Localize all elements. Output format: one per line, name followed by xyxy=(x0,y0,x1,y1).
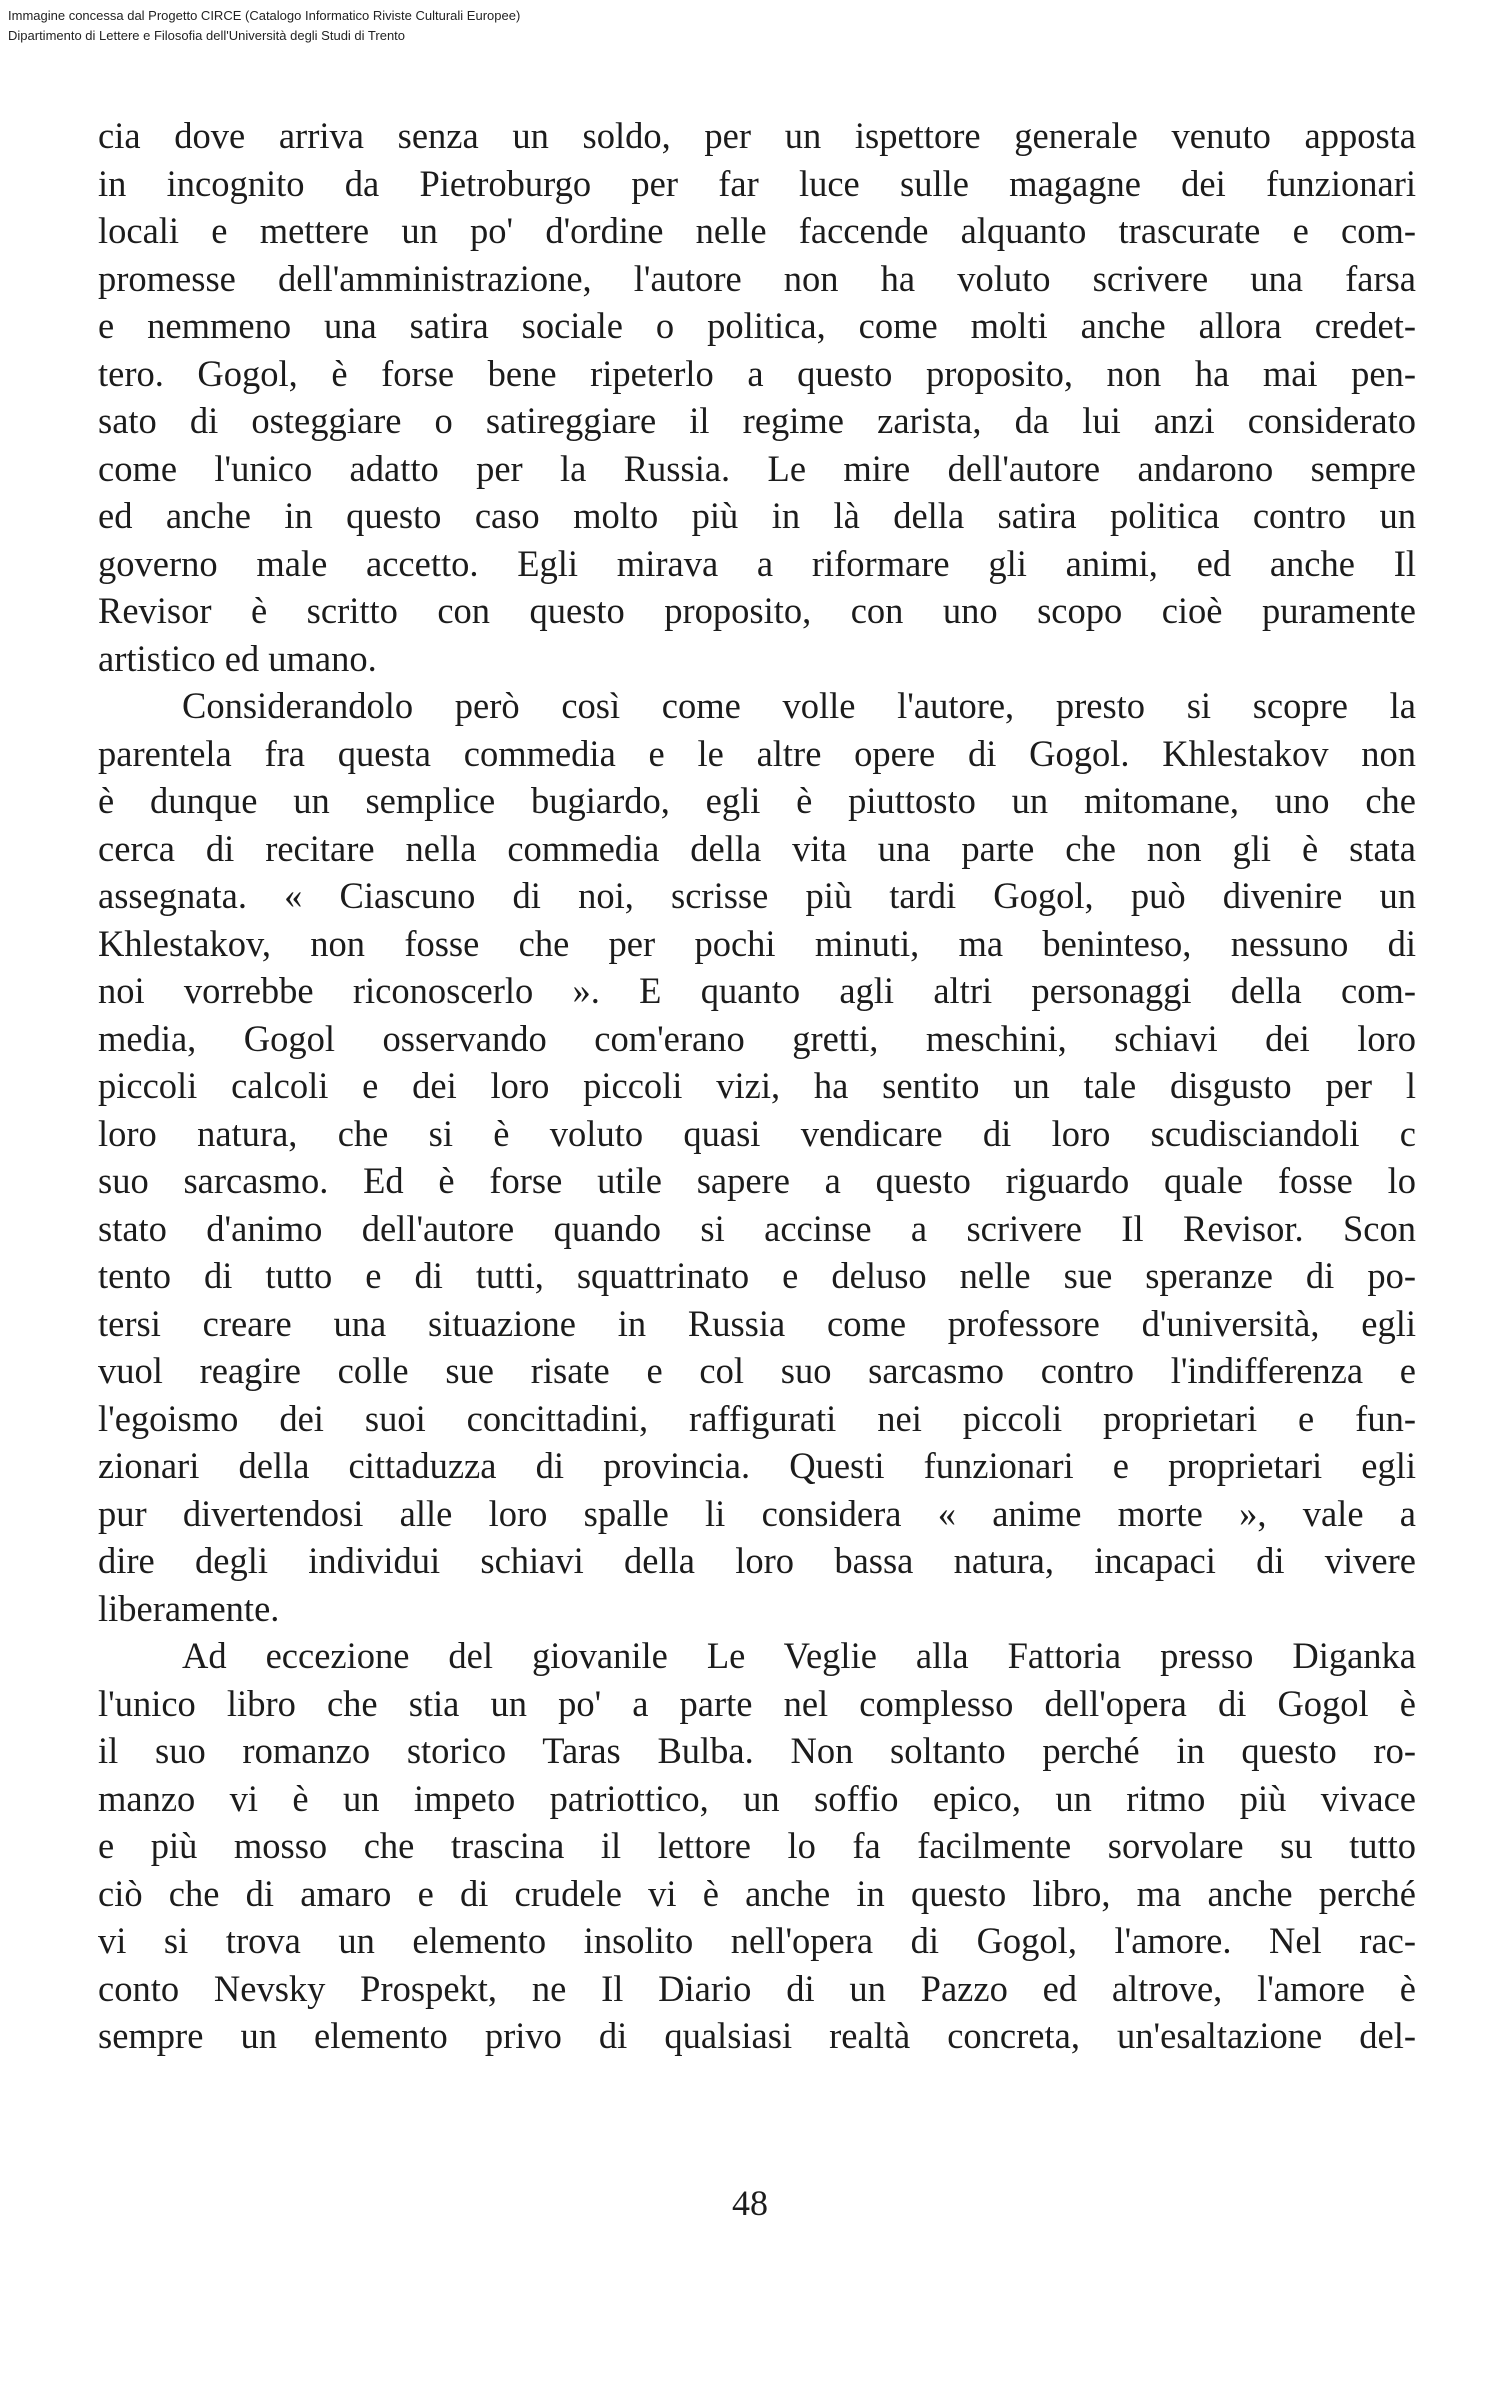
text-line: media, Gogol osservando com'erano gretti, meschini, schiavi dei loro xyxy=(98,1017,1416,1059)
text-line: il suo romanzo storico Taras Bulba. Non soltanto perché in questo ro- xyxy=(98,1730,1416,1771)
paragraph-start-line: Considerandolo però così come volle l'autore, presto si scopre la xyxy=(182,685,1416,726)
text-line: locali e mettere un po' d'ordine nelle faccende alquanto trascurate e com- xyxy=(98,210,1416,251)
text-line: è dunque un semplice bugiardo, egli è piuttosto un mitomane, uno che xyxy=(98,780,1416,821)
credit-line-2: Dipartimento di Lettere e Filosofia dell'Università degli Studi di Trento xyxy=(8,28,406,43)
text-line: Revisor è scritto con questo proposito, con uno scopo cioè puramente xyxy=(98,590,1416,631)
page-body-text xyxy=(98,112,1416,2060)
paragraph-start-line: Ad eccezione del giovanile Le Veglie alla Fattoria presso Diganka xyxy=(182,1635,1416,1676)
text-line: parentela fra questa commedia e le altre opere di Gogol. Khlestakov non xyxy=(98,732,1416,774)
text-line: noi vorrebbe riconoscerlo ». E quanto agli altri personaggi della com- xyxy=(98,970,1416,1011)
text-line: ciò che di amaro e di crudele vi è anche in questo libro, ma anche perché xyxy=(98,1872,1416,1914)
text-line: vuol reagire colle sue risate e col suo sarcasmo contro l'indifferenza e xyxy=(98,1350,1416,1391)
text-line: sato di osteggiare o satireggiare il regime zarista, da lui anzi considerato xyxy=(98,400,1416,441)
page-number: 48 xyxy=(732,2183,768,2223)
text-line: assegnata. « Ciascuno di noi, scrisse più tardi Gogol, può divenire un xyxy=(98,875,1416,916)
text-line: e nemmeno una satira sociale o politica, come molti anche allora credet- xyxy=(98,305,1416,346)
text-line: manzo vi è un impeto patriottico, un soffio epico, un ritmo più vivace xyxy=(98,1777,1416,1819)
text-line: sempre un elemento privo di qualsiasi realtà concreta, un'esaltazione del- xyxy=(98,2015,1416,2056)
text-line: suo sarcasmo. Ed è forse utile sapere a questo riguardo quale fosse lo xyxy=(98,1160,1416,1201)
text-line: tero. Gogol, è forse bene ripeterlo a questo proposito, non ha mai pen- xyxy=(98,352,1416,394)
paragraph-end-line: liberamente. xyxy=(98,1587,280,1629)
image-credit xyxy=(8,6,520,46)
text-line: tento di tutto e di tutti, squattrinato e deluso nelle sue speranze di po- xyxy=(98,1255,1416,1296)
text-line: zionari della cittaduzza di provincia. Questi funzionari e proprietari egli xyxy=(98,1445,1416,1486)
text-line: pur divertendosi alle loro spalle li considera « anime morte », vale a xyxy=(98,1492,1416,1534)
text-line: conto Nevsky Prospekt, ne Il Diario di un Pazzo ed altrove, l'amore è xyxy=(98,1967,1416,2009)
credit-line-1: Immagine concessa dal Progetto CIRCE (Catalogo Informatico Riviste Culturali Europee) xyxy=(8,8,521,23)
paragraph-end-line: artistico ed umano. xyxy=(98,637,377,679)
text-line: stato d'animo dell'autore quando si accinse a scrivere Il Revisor. Scon xyxy=(98,1207,1416,1249)
text-line: governo male accetto. Egli mirava a riformare gli animi, ed anche Il xyxy=(98,542,1416,584)
text-line: promesse dell'amministrazione, l'autore non ha voluto scrivere una farsa xyxy=(98,257,1416,299)
text-line: in incognito da Pietroburgo per far luce sulle magagne dei funzionari xyxy=(98,162,1416,204)
text-line: come l'unico adatto per la Russia. Le mire dell'autore andarono sempre xyxy=(98,447,1416,489)
text-line: loro natura, che si è voluto quasi vendicare di loro scudisciandoli c xyxy=(98,1112,1416,1154)
text-line: e più mosso che trascina il lettore lo fa facilmente sorvolare su tutto xyxy=(98,1825,1416,1866)
text-line: tersi creare una situazione in Russia come professore d'università, egli xyxy=(98,1302,1416,1344)
text-line: vi si trova un elemento insolito nell'opera di Gogol, l'amore. Nel rac- xyxy=(98,1920,1416,1961)
text-line: ed anche in questo caso molto più in là della satira politica contro un xyxy=(98,495,1416,536)
text-line: Khlestakov, non fosse che per pochi minuti, ma beninteso, nessuno di xyxy=(98,922,1416,964)
text-line: l'egoismo dei suoi concittadini, raffigurati nei piccoli proprietari e fun- xyxy=(98,1397,1416,1439)
text-line: dire degli individui schiavi della loro bassa natura, incapaci di vivere xyxy=(98,1540,1416,1581)
text-line: cia dove arriva senza un soldo, per un ispettore generale venuto apposta xyxy=(98,115,1416,156)
text-line: l'unico libro che stia un po' a parte nel complesso dell'opera di Gogol è xyxy=(98,1682,1416,1724)
text-line: piccoli calcoli e dei loro piccoli vizi, ha sentito un tale disgusto per l xyxy=(98,1065,1416,1106)
text-line: cerca di recitare nella commedia della vita una parte che non gli è stata xyxy=(98,827,1416,869)
